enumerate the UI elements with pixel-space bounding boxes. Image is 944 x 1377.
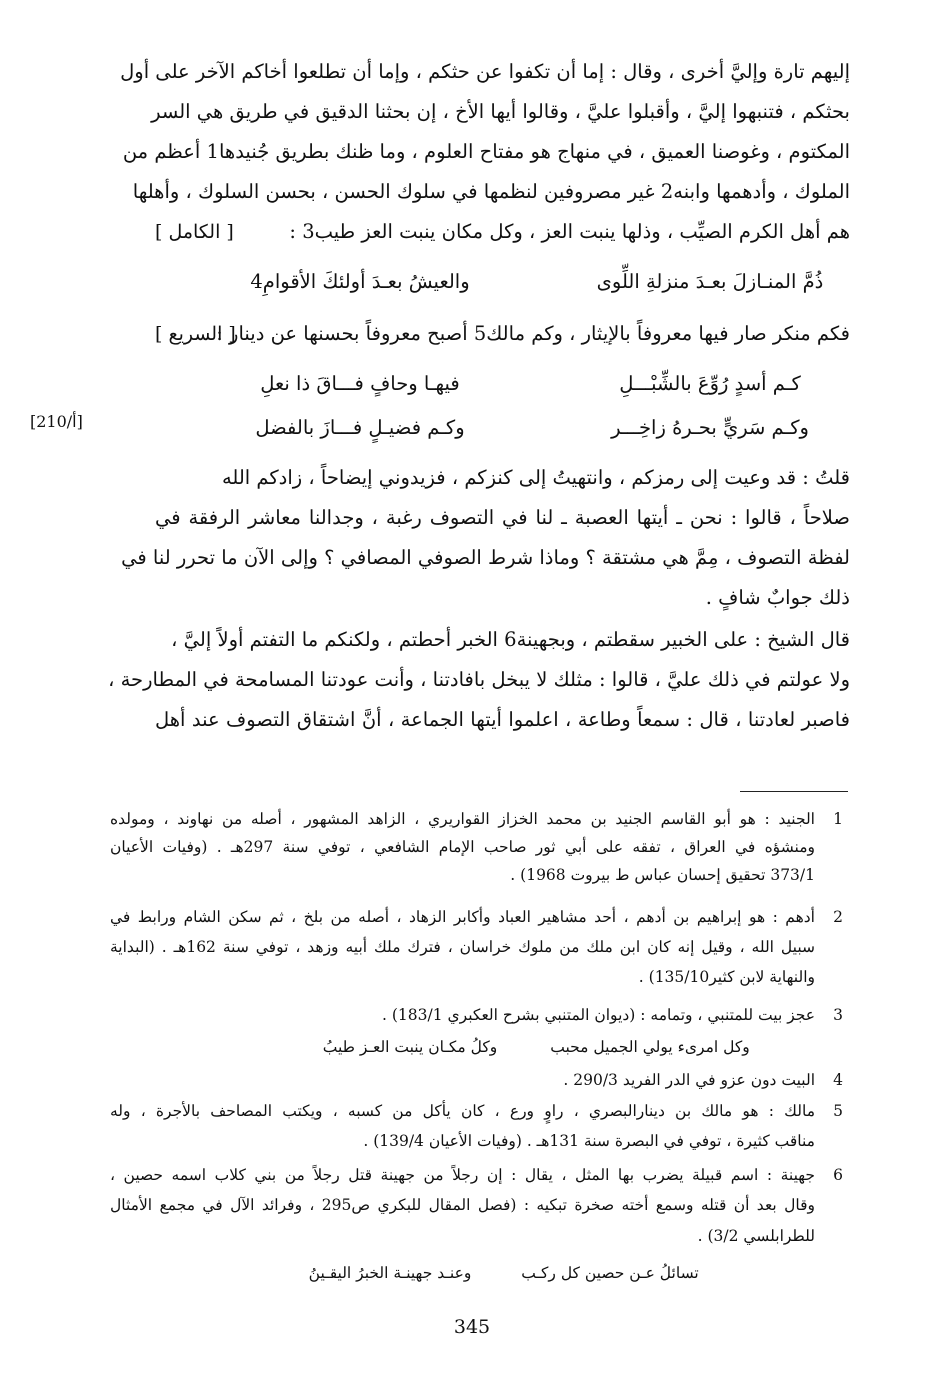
text-line: ولا عولتم في ذلك عليَّ ، قالوا : مثلك لا يبخل بافادتنا ، وأنت عودتنا المسامحة في المطارحة ، xyxy=(108,668,850,691)
footnote-verse-left: وعنـد جهينـة الخبرُ اليقـينُ xyxy=(308,1264,472,1282)
text-line: إليهم تارة وإليَّ أخرى ، وقال : إما أن تكفوا عن حثكم ، وإما أن تطلعوا أخاكم الآخر على أول xyxy=(120,60,850,83)
footnote-line: مناقب كثيرة ، توفي في البصرة سنة 131هـ . (وفيات الأعيان 139/4) . xyxy=(363,1132,815,1150)
text-line: المكتوم ، وغوصنا العميق ، في منهاج هو مفتاح العلوم ، وما ظنك بطريق جُنيدها1 أعظم من xyxy=(122,140,850,163)
text-line: فكم منكر صار فيها معروفاً بالإيثار ، وكم مالك5 أصبح معروفاً بحسنها عن دينار : xyxy=(216,322,850,345)
text-line: بحثكم ، فتنبهوا إليَّ ، وأقبلوا عليَّ ، وقالوا أيها الأخ ، إن بحثنا الدقيق في طريق هي السر xyxy=(151,100,850,123)
verse-hemistich-right: ذُمَّ المنـازلَ بعـدَ منزلةِ اللِّوى xyxy=(596,270,824,293)
text-line: صلاحاً ، قالوا : نحن ـ أيتها العصبة ـ لنا في التصوف رغبة ، وجدالنا معاشر الرفقة في xyxy=(155,506,850,529)
footnote-line: 373/1 تحقيق إحسان عباس ط بيروت 1968) . xyxy=(510,866,815,884)
text-line: ذلك جوابٌ شافٍ . xyxy=(705,586,850,609)
footnote-line: البيت دون عزو في الدر الفريد 290/3 . xyxy=(563,1071,815,1089)
footnote-verse-right: تسائلُ عـن حصين كل ركـب xyxy=(521,1264,699,1282)
footnote-number: 6 xyxy=(833,1166,843,1184)
text-line: الملوك ، وأدهمها وابنه2 غير مصروفين لنظمها في سلوك الحسن ، بحسن السلوك ، وأهلها xyxy=(132,180,850,203)
footnote-line: للطرابلسي 3/2) . xyxy=(697,1227,815,1245)
text-line: لفظة التصوف ، مِمَّ هي مشتقة ؟ وماذا شرط الصوفي المصافي ؟ وإلى الآن ما تحرر لنا في xyxy=(121,546,850,569)
footnote-line: وقال بعد أن قتله وسمع أخته صخرة تبكيه : (فصل المقال للبكري ص295 ، وفرائد الآل في مجمع الأمثال xyxy=(110,1196,815,1214)
text-line: قلتُ : قد وعيت إلى رمزكم ، وانتهيتُ إلى كنزكم ، فزيدوني إيضاحاً ، زادكم الله xyxy=(221,466,850,489)
footnote-separator xyxy=(740,791,848,792)
footnote-verse-right: وكل امرىء يولي الجميل محبب xyxy=(550,1038,750,1056)
manuscript-folio-marker: [210/أ] xyxy=(30,412,83,431)
footnote-line: أدهم : هو إبراهيم بن أدهم ، أحد مشاهير العباد وأكابر الزهاد ، أصله من بلخ ، ثم سكن الشام ورابط في xyxy=(110,908,815,926)
page-number: 345 xyxy=(453,1316,491,1338)
footnote-line: مالك : هو مالك بن دينارالبصري ، راوٍ ورع ، كان يأكل من كسبه ، ويكتب المصاحف بالأجرة ، وله xyxy=(110,1102,815,1120)
footnote-number: 1 xyxy=(833,810,843,828)
text-line: هم أهل الكرم الصيِّب ، وذلها ينبت العز ، وكل مكان ينبت العز طيب3 : xyxy=(289,220,850,243)
meter-label: [ السريع ] xyxy=(155,323,236,345)
footnote-line: جهينة : اسم قبيلة يضرب بها المثل ، يقال : إن رجلاً من جهينة قتل رجلاً من بني كلاب اسمه حصين ، xyxy=(110,1166,815,1184)
verse-hemistich-left: والعيشُ بعـدَ أولئكَ الأقوامِ4 xyxy=(250,270,470,293)
verse-hemistich-left: فيهـا وحافٍ فـــاقَ ذا نعلِ xyxy=(260,372,460,395)
footnote-line: ومنشؤه في العراق ، تفقه على أبي ثور صاحب الإمام الشافعي ، توفي سنة 297هـ . (وفيات الأعيان xyxy=(110,838,815,856)
footnote-number: 4 xyxy=(833,1071,843,1089)
footnote-line: عجز بيت للمتنبي ، وتمامه : (ديوان المتنبي بشرح العكبري 183/1) . xyxy=(382,1006,815,1024)
verse-hemistich-right: وكـم سَريٍّ بحـرهُ زاخِـــر xyxy=(611,416,809,439)
verse-hemistich-left: وكـم فضيـلٍ فـــازَ بالفضل xyxy=(255,416,465,439)
footnote-number: 3 xyxy=(833,1006,843,1024)
verse-hemistich-right: كـم أسدٍ رُوِّعَ بالشِّبْـــلِ xyxy=(619,372,801,395)
footnote-line: الجنيد : هو أبو القاسم الجنيد بن محمد الخزاز القواريري ، الزاهد المشهور ، أصله من نهاوند ، ومولده xyxy=(110,810,815,828)
meter-label: [ الكامل ] xyxy=(155,221,234,243)
text-line: قال الشيخ : على الخبير سقطتم ، وبجهينة6 الخبر أحطتم ، ولكنكم ما التفتم أولاً إليَّ ، xyxy=(171,628,850,651)
text-line: فاصبر لعادتنا ، قال : سمعاً وطاعة ، اعلموا أيتها الجماعة ، أنَّ اشتقاق التصوف عند أهل xyxy=(155,708,850,731)
footnote-number: 2 xyxy=(833,908,843,926)
footnote-number: 5 xyxy=(833,1102,843,1120)
footnote-line: سبيل الله ، وقيل إنه كان ابن ملك من ملوك خراسان ، فترك ملك أبيه وزهد ، توفي سنة 162هـ . (البداية xyxy=(110,938,815,956)
footnote-line: والنهاية لابن كثير135/10) . xyxy=(638,968,815,986)
footnote-verse-left: وكلُ مكـان ينبت العـز طيبُ xyxy=(322,1038,498,1056)
